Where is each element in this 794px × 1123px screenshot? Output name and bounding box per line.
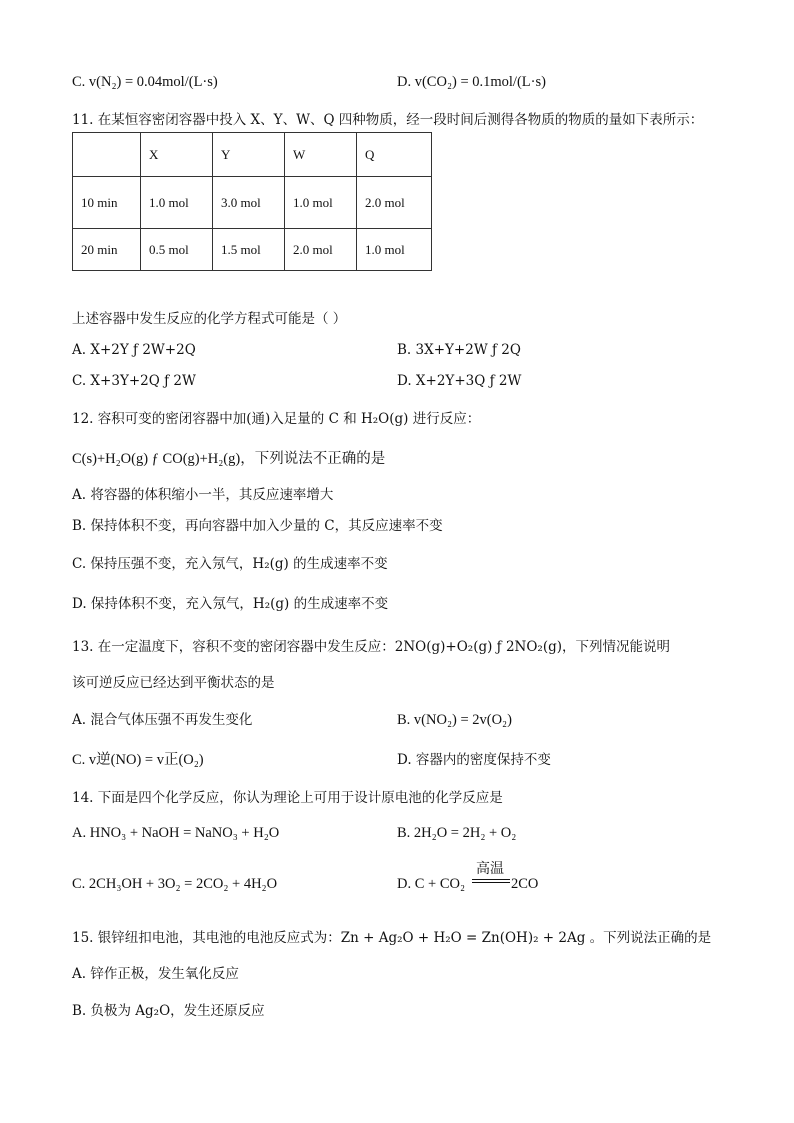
q13-option-c: C. v逆(NO) = v正(O₂) bbox=[72, 752, 204, 768]
q10-option-d: D. v(CO₂) = 0.1mol/(L·s) bbox=[397, 74, 546, 90]
table-header-x: X bbox=[141, 133, 213, 177]
table-cell: 0.5 mol bbox=[141, 229, 213, 271]
table-row bbox=[73, 133, 432, 177]
q13-option-d: D. 容器内的密度保持不变 bbox=[397, 752, 551, 768]
q13-stem-line2: 该可逆反应已经达到平衡状态的是 bbox=[72, 675, 275, 691]
q11-option-b: B. 3X+Y+2W ƒ 2Q bbox=[397, 342, 521, 358]
q13-stem-line1: 13. 在一定温度下，容积不变的密闭容器中发生反应：2NO(g)+O₂(g) ƒ 2NO₂(g)，下列情况能说明 bbox=[72, 639, 671, 655]
q14-option-d-left: D. C + CO₂ bbox=[397, 876, 466, 892]
table-cell: 1.0 mol bbox=[357, 229, 432, 271]
q12-option-c: C. 保持压强不变，充入氖气，H₂(g) 的生成速率不变 bbox=[72, 556, 388, 572]
table-row bbox=[73, 229, 432, 271]
q14-option-d-condition: 高温 bbox=[476, 861, 504, 877]
q12-option-b: B. 保持体积不变，再向容器中加入少量的 C，其反应速率不变 bbox=[72, 518, 443, 534]
q12-option-d: D. 保持体积不变，充入氖气，H₂(g) 的生成速率不变 bbox=[72, 596, 389, 612]
table-cell: 3.0 mol bbox=[213, 177, 285, 229]
q11-option-d: D. X+2Y+3Q ƒ 2W bbox=[397, 373, 522, 389]
q11-table bbox=[72, 132, 432, 271]
table-header-q: Q bbox=[357, 133, 432, 177]
q15-option-a: A. 锌作正极，发生氧化反应 bbox=[72, 966, 239, 982]
table-header-y: Y bbox=[213, 133, 285, 177]
q14-option-c: C. 2CH₃OH + 3O₂ = 2CO₂ + 4H₂O bbox=[72, 876, 278, 892]
q11-stem: 11. 在某恒容密闭容器中投入 X、Y、W、Q 四种物质，经一段时间后测得各物质的物质的量如下表所示： bbox=[72, 112, 704, 128]
q14-option-d-right: 2CO bbox=[511, 876, 539, 892]
table-header-w: W bbox=[285, 133, 357, 177]
q12-option-a: A. 将容器的体积缩小一半，其反应速率增大 bbox=[72, 487, 334, 503]
table-cell: 10 min bbox=[73, 177, 141, 229]
q11-option-c: C. X+3Y+2Q ƒ 2W bbox=[72, 373, 196, 389]
q11-question: 上述容器中发生反应的化学方程式可能是（ ） bbox=[72, 311, 347, 327]
q13-option-a: A. 混合气体压强不再发生变化 bbox=[72, 712, 253, 728]
table-row bbox=[73, 177, 432, 229]
table-cell: 2.0 mol bbox=[285, 229, 357, 271]
table-cell: 1.0 mol bbox=[141, 177, 213, 229]
q14-option-b: B. 2H₂O = 2H₂ + O₂ bbox=[397, 825, 517, 841]
q13-option-b: B. v(NO₂) = 2v(O₂) bbox=[397, 712, 512, 728]
q14-option-d-arrow-bar bbox=[472, 879, 510, 880]
q10-option-c: C. v(N₂) = 0.04mol/(L·s) bbox=[72, 74, 218, 90]
q12-equation: C(s)+H₂O(g) ƒ CO(g)+H₂(g)，下列说法不正确的是 bbox=[72, 451, 386, 467]
q15-stem: 15. 银锌纽扣电池，其电池的电池反应式为：Zn + Ag₂O + H₂O = Zn(OH)₂ + 2Ag 。下列说法正确的是 bbox=[72, 930, 712, 946]
q14-option-d-arrow-bar2 bbox=[472, 882, 510, 883]
table-cell: 20 min bbox=[73, 229, 141, 271]
q14-option-a: A. HNO₃ + NaOH = NaNO₃ + H₂O bbox=[72, 825, 280, 841]
q11-option-a: A. X+2Y ƒ 2W+2Q bbox=[72, 342, 196, 358]
table-cell: 1.0 mol bbox=[285, 177, 357, 229]
table-cell: 1.5 mol bbox=[213, 229, 285, 271]
q12-stem: 12. 容积可变的密闭容器中加(通)入足量的 C 和 H₂O(g) 进行反应： bbox=[72, 411, 481, 427]
table-cell bbox=[73, 133, 141, 177]
q15-option-b: B. 负极为 Ag₂O，发生还原反应 bbox=[72, 1003, 265, 1019]
table-cell: 2.0 mol bbox=[357, 177, 432, 229]
q14-stem: 14. 下面是四个化学反应，你认为理论上可用于设计原电池的化学反应是 bbox=[72, 790, 503, 806]
